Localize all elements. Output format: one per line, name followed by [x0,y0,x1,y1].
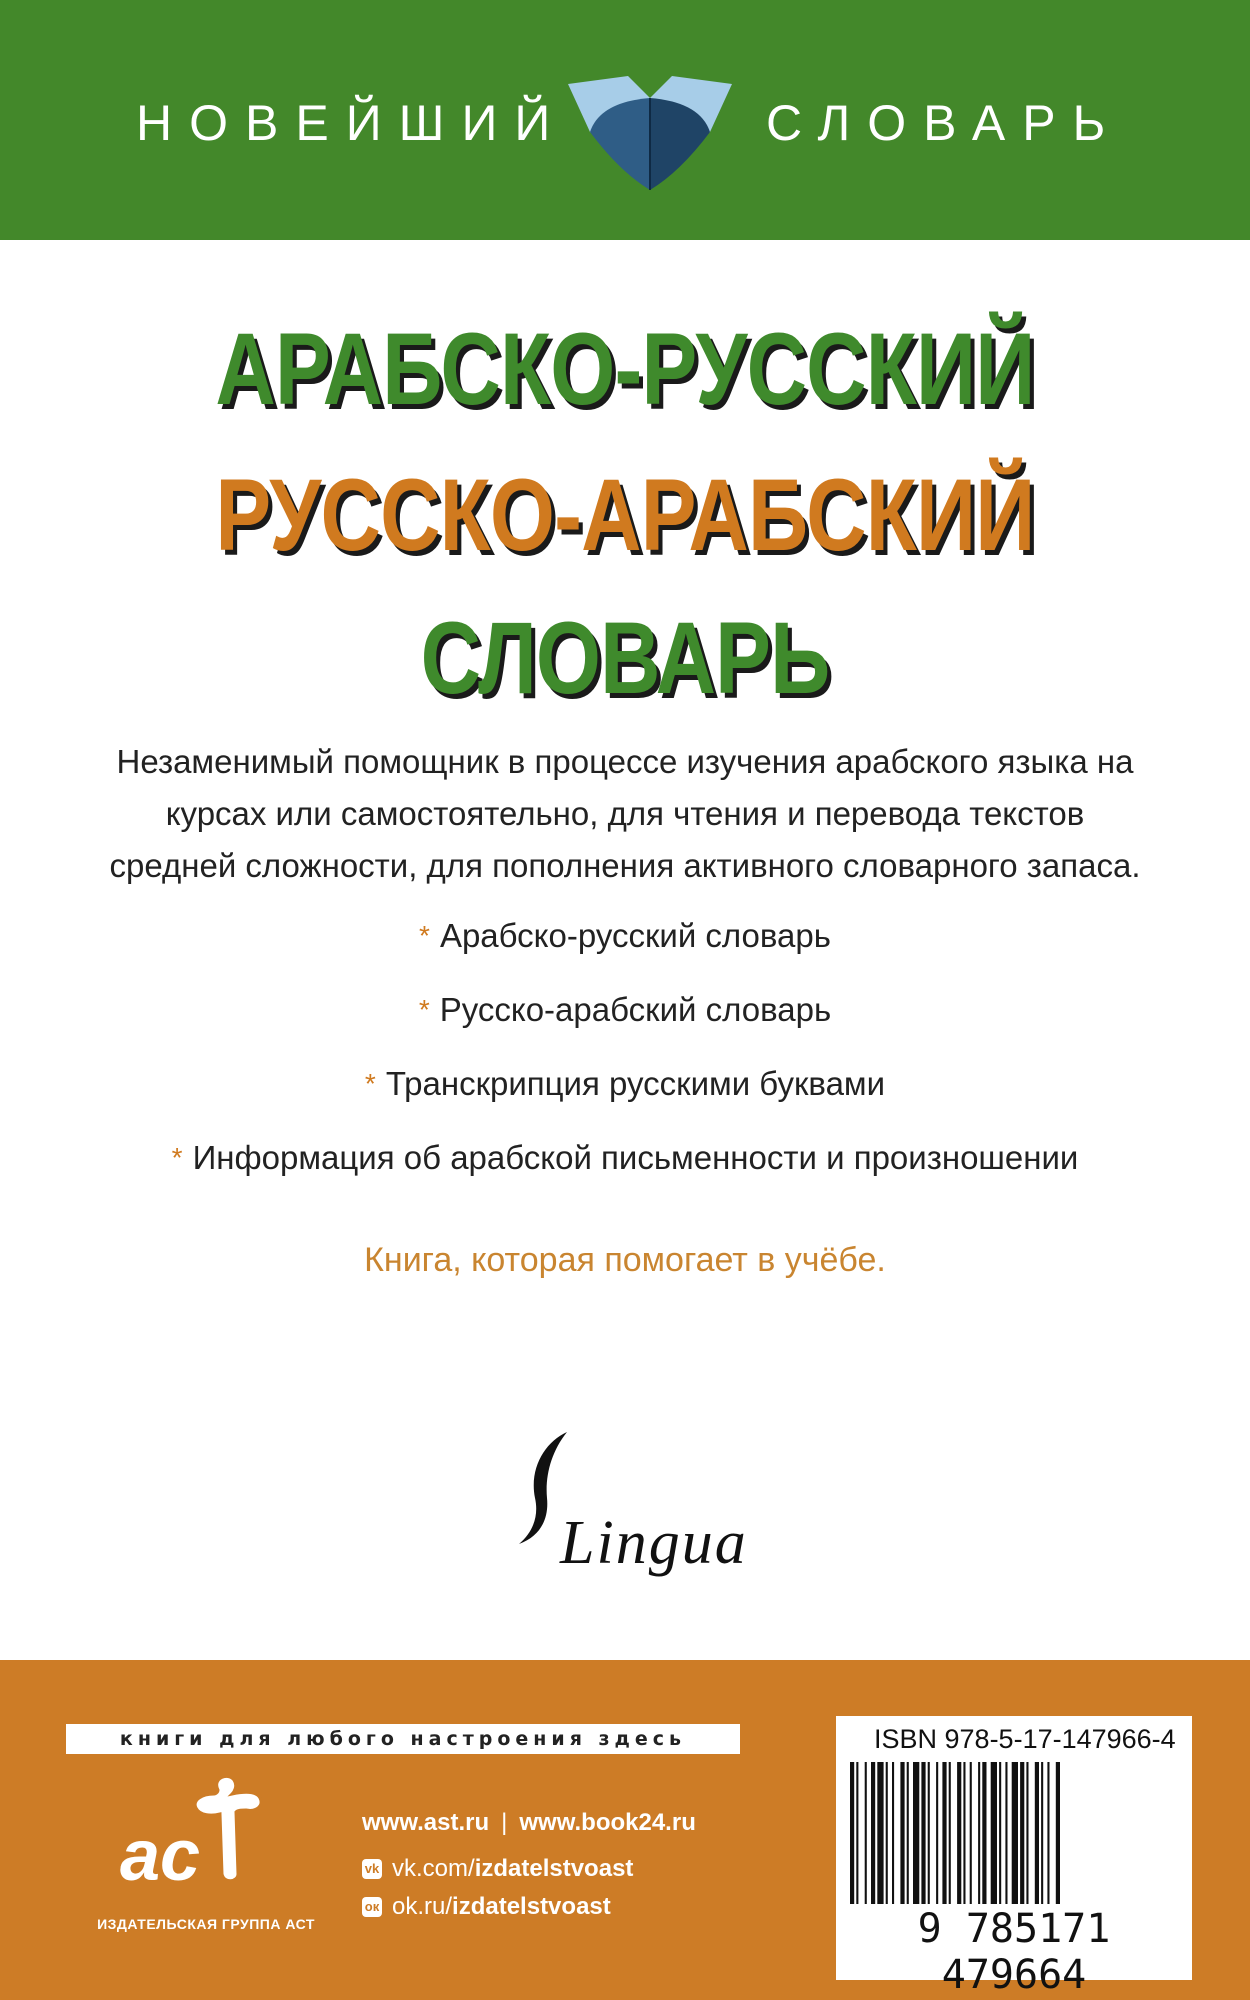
ok-handle: izdatelstvoast [452,1893,611,1920]
ok-prefix: ok.ru/ [392,1893,453,1920]
barcode-graphic [846,1762,1182,1904]
site-link-book24[interactable]: www.book24.ru [519,1809,696,1836]
book-description: Незаменимый помощник в процессе изучения арабского языка на курсах или самостоятельно, для чтения и перевода текстов средней сложности, для пополнения активного словарного запаса. [109,743,1141,884]
title-line-arabic-russian: АРАБСКО-РУССКИЙ [215,312,1035,426]
barcode-digits: 9 785171 479664 [917,1906,1111,1998]
ok-icon: ок [362,1897,382,1917]
vk-prefix: vk.com/ [392,1855,475,1882]
star-bullet-icon: * [419,920,430,951]
feature-label: Информация об арабской письменности и произношении [192,1139,1079,1176]
title-line-russian-arabic: РУССКО-АРАБСКИЙ [215,458,1035,572]
lingua-imprint-logo: Lingua [560,1509,748,1577]
site-link-ast[interactable]: www.ast.ru [362,1809,490,1836]
open-book-icon [560,72,740,212]
series-label-left: НОВЕЙШИЙ [136,95,568,151]
feature-item [0,1138,1250,1178]
feature-label: Арабско-русский словарь [439,917,831,954]
tagline: Книга, которая помогает в учёбе. [364,1241,886,1279]
site-separator: | [501,1809,508,1836]
feature-item [0,916,1250,956]
star-bullet-icon: * [364,1068,376,1099]
feature-label: Русско-арабский словарь [439,991,832,1028]
feature-item [0,1064,1250,1104]
ast-logo-text: ac [120,1816,201,1896]
feature-label: Транскрипция русскими буквами [385,1065,886,1102]
website-links [362,1808,696,1838]
ok-link[interactable] [362,1892,611,1922]
title-line-dictionary: СЛОВАРЬ [420,601,830,715]
vk-handle: izdatelstvoast [474,1855,634,1882]
vk-icon: vk [362,1859,382,1879]
vk-link[interactable] [362,1854,633,1884]
publisher-caption: ИЗДАТЕЛЬСКАЯ ГРУППА АСТ [97,1916,315,1932]
ast-publisher-logo [110,1770,300,1900]
star-bullet-icon: * [171,1142,183,1173]
publisher-slogan: книги для любого настроения здесь [66,1724,740,1754]
feature-item [0,990,1250,1030]
isbn-label: ISBN 978-5-17-147966-4 [874,1724,1176,1754]
star-bullet-icon: * [418,994,430,1025]
series-label-right: СЛОВАРЬ [766,95,1123,151]
